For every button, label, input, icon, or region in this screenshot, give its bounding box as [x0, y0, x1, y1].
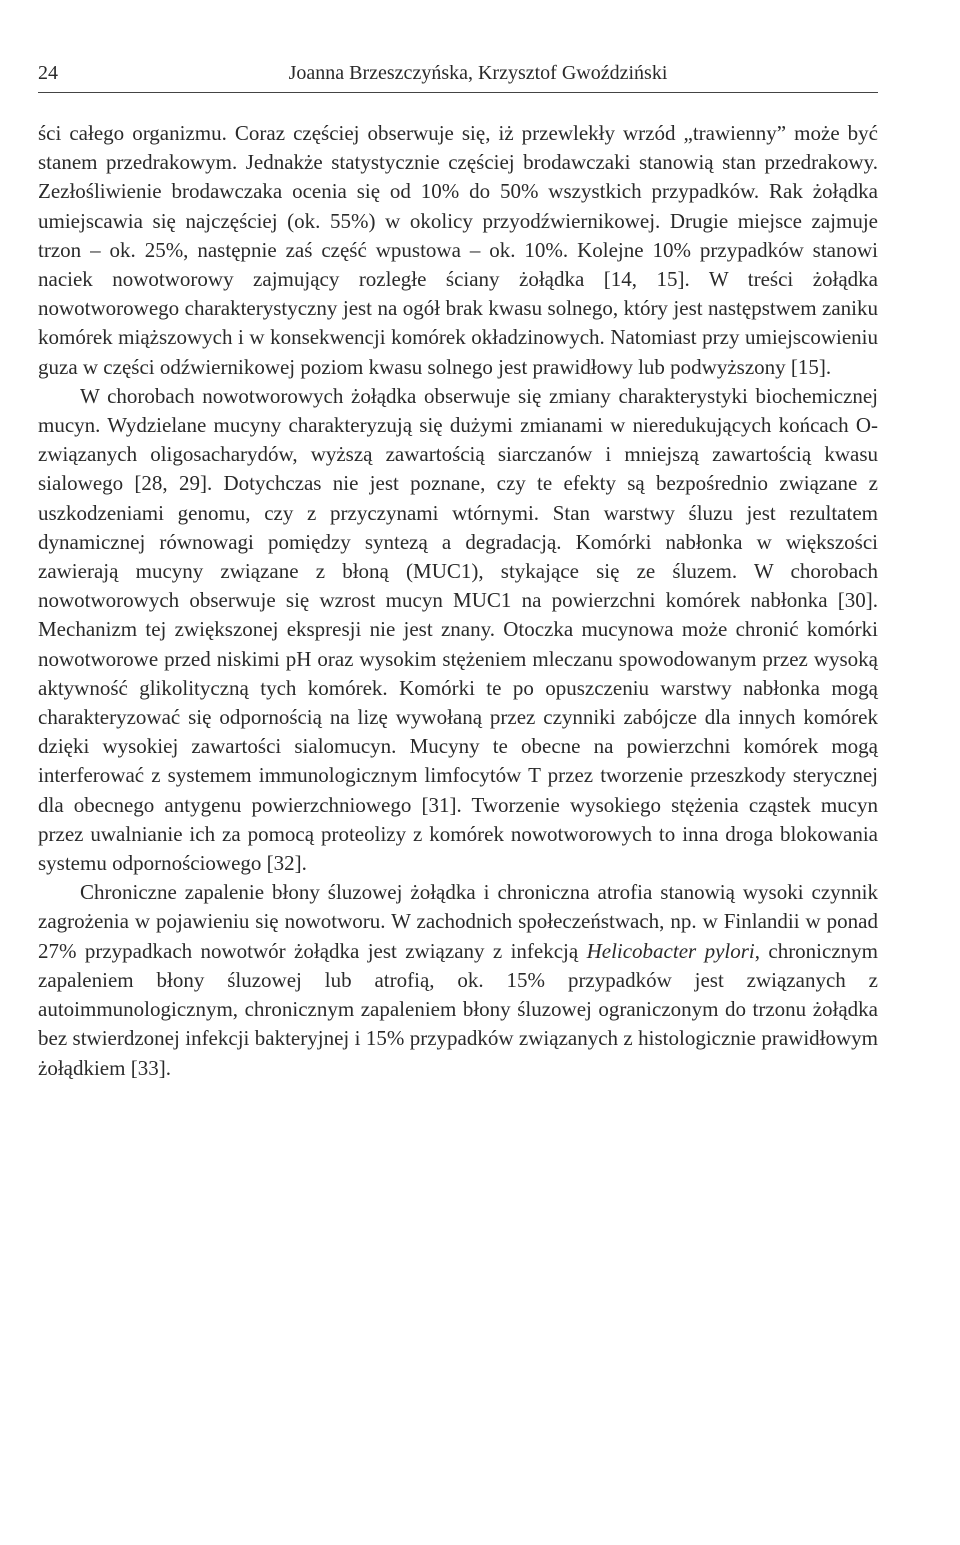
- paragraph-3-text-end: , chronicznym zapaleniem błony śluzowej lub atrofią, ok. 15% przypadków jest związanych z autoimmunologicznym, chronicznym zapaleniem błony śluzowej ograniczonym do trzonu żołądka bez stwierdzonej infekcji bakteryjnej i 15% przypadków związanych z histologicznie prawidłowym żołądkiem [33].: [38, 938, 878, 1080]
- paragraph-1: [38, 119, 878, 382]
- journal-page: [38, 58, 878, 1083]
- paragraph-2-text: W chorobach nowotworowych żołądka obserwuje się zmiany charakterystyki biochemicznej mucyn. Wydzielane mucyny charakteryzują się dużymi zmianami w nieredukujących końcach O- związanych oligosacharydów, wyższą zawartością siarczanów i mniejszą zawartością kwasu sialowego [28, 29]. Dotychczas nie jest poznane, czy te efekty są bezpośrednio związane z uszkodzeniami genomu, czy z przyczynami wtórnymi. Stan warstwy śluzu jest rezultatem dynamicznej równowagi pomiędzy syntezą a degradacją. Komórki nabłonka w większości zawierają mucyny związane z błoną (MUC1), stykające się ze śluzem. W chorobach nowotworowych obserwuje się wzrost mucyn MUC1 na powierzchni komórek nabłonka [30]. Mechanizm tej zwiększonej ekspresji nie jest znany. Otoczka mucynowa może chronić komórki nowotworowe przed niskimi pH oraz wysokim stężeniem mleczanu spowodowanym przez wysoką aktywność glikolityczną tych komórek. Komórki te po opuszczeniu warstwy nabłonka mogą charakteryzować się odpornością na lizę wywołaną przez czynniki zabójcze dla innych komórek dzięki wysokiej zawartości sialomucyn. Mucyny te obecne na powierzchni komórek mogą interferować z systemem immunologicznym limfocytów T przez tworzenie przeszkody sterycznej dla obecnego antygenu powierzchniowego [31]. Tworzenie wysokiego stężenia cząstek mucyn przez uwalnianie ich za pomocą proteolizy z komórek nowotworowych to inna droga blokowania systemu odpornościowego [32].: [38, 383, 878, 876]
- paragraph-1-text: ści całego organizmu. Coraz częściej obserwuje się, iż przewlekły wrzód „trawienny” może być stanem przedrakowym. Jednakże statystycznie częściej brodawczaki stanowią stan przedrakowy. Zezłośliwienie brodawczaka ocenia się od 10% do 50% wszystkich przypadków. Rak żołądka umiejscawia się najczęściej (ok. 55%) w okolicy przyodźwiernikowej. Drugie miejsce zajmuje trzon – ok. 25%, następnie zaś część wpustowa – ok. 10%. Kolejne 10% przypadków stanowi naciek nowotworowy zajmujący rozległe ściany żołądka [14, 15]. W treści żołądka nowotworowego charakterystyczny jest na ogół brak kwasu solnego, który jest następstwem zaniku komórek miąższowych i w konsekwencji komórek okładzinowych. Natomiast przy umiejscowieniu guza w części odźwiernikowej poziom kwasu solnego jest prawidłowy lub podwyższony [15].: [38, 121, 878, 379]
- paragraph-3-text-start: Chroniczne zapalenie błony śluzowej żołądka i chroniczna atrofia stanowią wysoki czynnik zagrożenia w pojawieniu się nowotworu. W zachodnich społeczeństwach, np. w Finlandii w ponad 27% przypadkach nowotwór żołądka jest związany z infekcją: [38, 880, 878, 963]
- article-body: [38, 119, 878, 1083]
- species-name-italic: Helicobacter pylori: [586, 938, 755, 963]
- paragraph-3: [38, 878, 878, 1082]
- paragraph-2: [38, 382, 878, 878]
- running-header-authors: Joanna Brzeszczyńska, Krzysztof Gwoździński: [288, 62, 668, 84]
- page-number: 24: [38, 62, 58, 84]
- running-header: [38, 58, 878, 93]
